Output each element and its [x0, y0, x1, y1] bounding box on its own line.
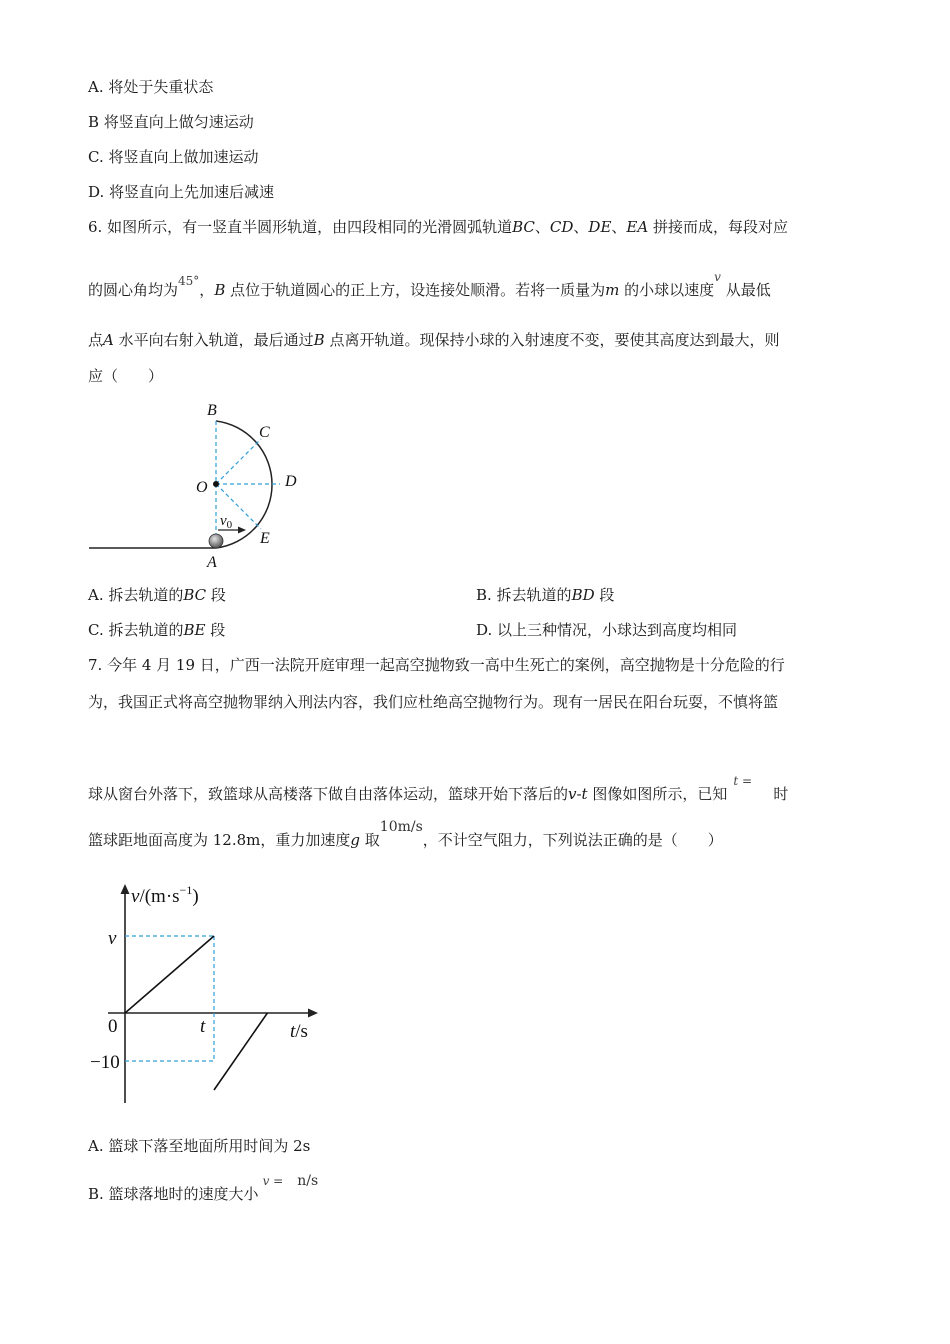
dashed-oc: [216, 439, 261, 484]
label-v0-v: v: [220, 513, 227, 529]
label-e: E: [260, 530, 270, 547]
q6-option-a: A. 拆去轨道的BC 段: [88, 586, 226, 604]
q7-vt-chart: [90, 878, 330, 1108]
q7-stem-line-3: 球从窗台外落下，致篮球从高楼落下做自由落体运动，篮球开始下落后的v-t 图像如图所示，已知t =时: [88, 774, 789, 803]
x-tick-t: t: [200, 1016, 206, 1037]
x-axis-label-unit: /s: [295, 1021, 308, 1042]
series-line-falling: [125, 936, 214, 1013]
q7-option-a: A. 篮球下落至地面所用时间为 2s: [88, 1137, 311, 1155]
x-axis-label-t: t: [290, 1021, 296, 1042]
y-axis-label: [131, 883, 199, 907]
label-v0-sub: 0: [226, 519, 233, 531]
label-o: O: [196, 479, 208, 496]
q5-option-c: C. 将竖直向上做加速运动: [88, 148, 259, 166]
q6-stem-line-4: 应（ ）: [88, 367, 164, 385]
center-dot: [213, 481, 219, 487]
q7-stem-line-2: 为，我国正式将高空抛物罪纳入刑法内容，我们应杜绝高空抛物行为。现有一居民在阳台玩耍，不慎将篮: [88, 693, 779, 711]
origin-label: 0: [108, 1016, 118, 1037]
q6-track-figure: [80, 396, 340, 572]
x-axis-label: [290, 1021, 308, 1042]
y-axis-label-v: v: [131, 886, 140, 907]
q6-option-c: C. 拆去轨道的BE 段: [88, 621, 226, 639]
q5-option-b: B 将竖直向上做匀速运动: [88, 113, 254, 131]
label-v0: [220, 513, 233, 531]
q6-option-d: D. 以上三种情况，小球达到高度均相同: [476, 621, 738, 639]
q6-option-b: B. 拆去轨道的BD 段: [476, 586, 615, 604]
q6-stem-line-1: 6. 如图所示，有一竖直半圆形轨道，由四段相同的光滑圆弧轨道BC、CD、DE、EA 拼接而成，每段对应: [88, 218, 788, 236]
q6-stem-line-2: 的圆心角均为$^{45^\circ}$，B 点位于轨道圆心的正上方，设连接处顺滑。若将一质量为m 的小球以速度$^v$ 从最低: [88, 270, 771, 299]
y-axis-label-close: ): [192, 886, 199, 907]
v0-arrowhead: [238, 527, 246, 534]
series-line-rebound: [214, 1013, 267, 1090]
q5-option-a: A. 将处于失重状态: [88, 78, 214, 96]
y-tick-v: v: [108, 928, 117, 949]
y-axis-label-exp: −1: [179, 883, 193, 897]
y-axis-arrow: [121, 884, 130, 894]
label-a: A: [207, 554, 217, 571]
q7-option-b: B. 篮球落地时的速度大小$^{v =}$ n/s: [88, 1173, 319, 1203]
label-b: B: [207, 402, 217, 419]
y-tick-neg10: −10: [90, 1052, 120, 1073]
q7-stem-line-4: 篮球距地面高度为 12.8m，重力加速度g 取10m/s，不计空气阻力，下列说法正确的是（ ）: [88, 819, 723, 849]
q6-stem-line-3: 点A 水平向右射入轨道，最后通过B 点离开轨道。现保持小球的入射速度不变，要使其高度达到最大，则: [88, 331, 780, 349]
label-c: C: [259, 424, 270, 441]
q5-option-d: D. 将竖直向上先加速后减速: [88, 183, 275, 201]
ball: [209, 534, 223, 548]
label-d: D: [285, 473, 297, 490]
x-axis-arrow: [308, 1009, 318, 1018]
q7-stem-line-1: 7. 今年 4 月 19 日，广西一法院开庭审理一起高空抛物致一高中生死亡的案例，高空抛物是十分危险的行: [88, 656, 785, 674]
y-axis-label-unit: /(m·s: [139, 886, 180, 907]
